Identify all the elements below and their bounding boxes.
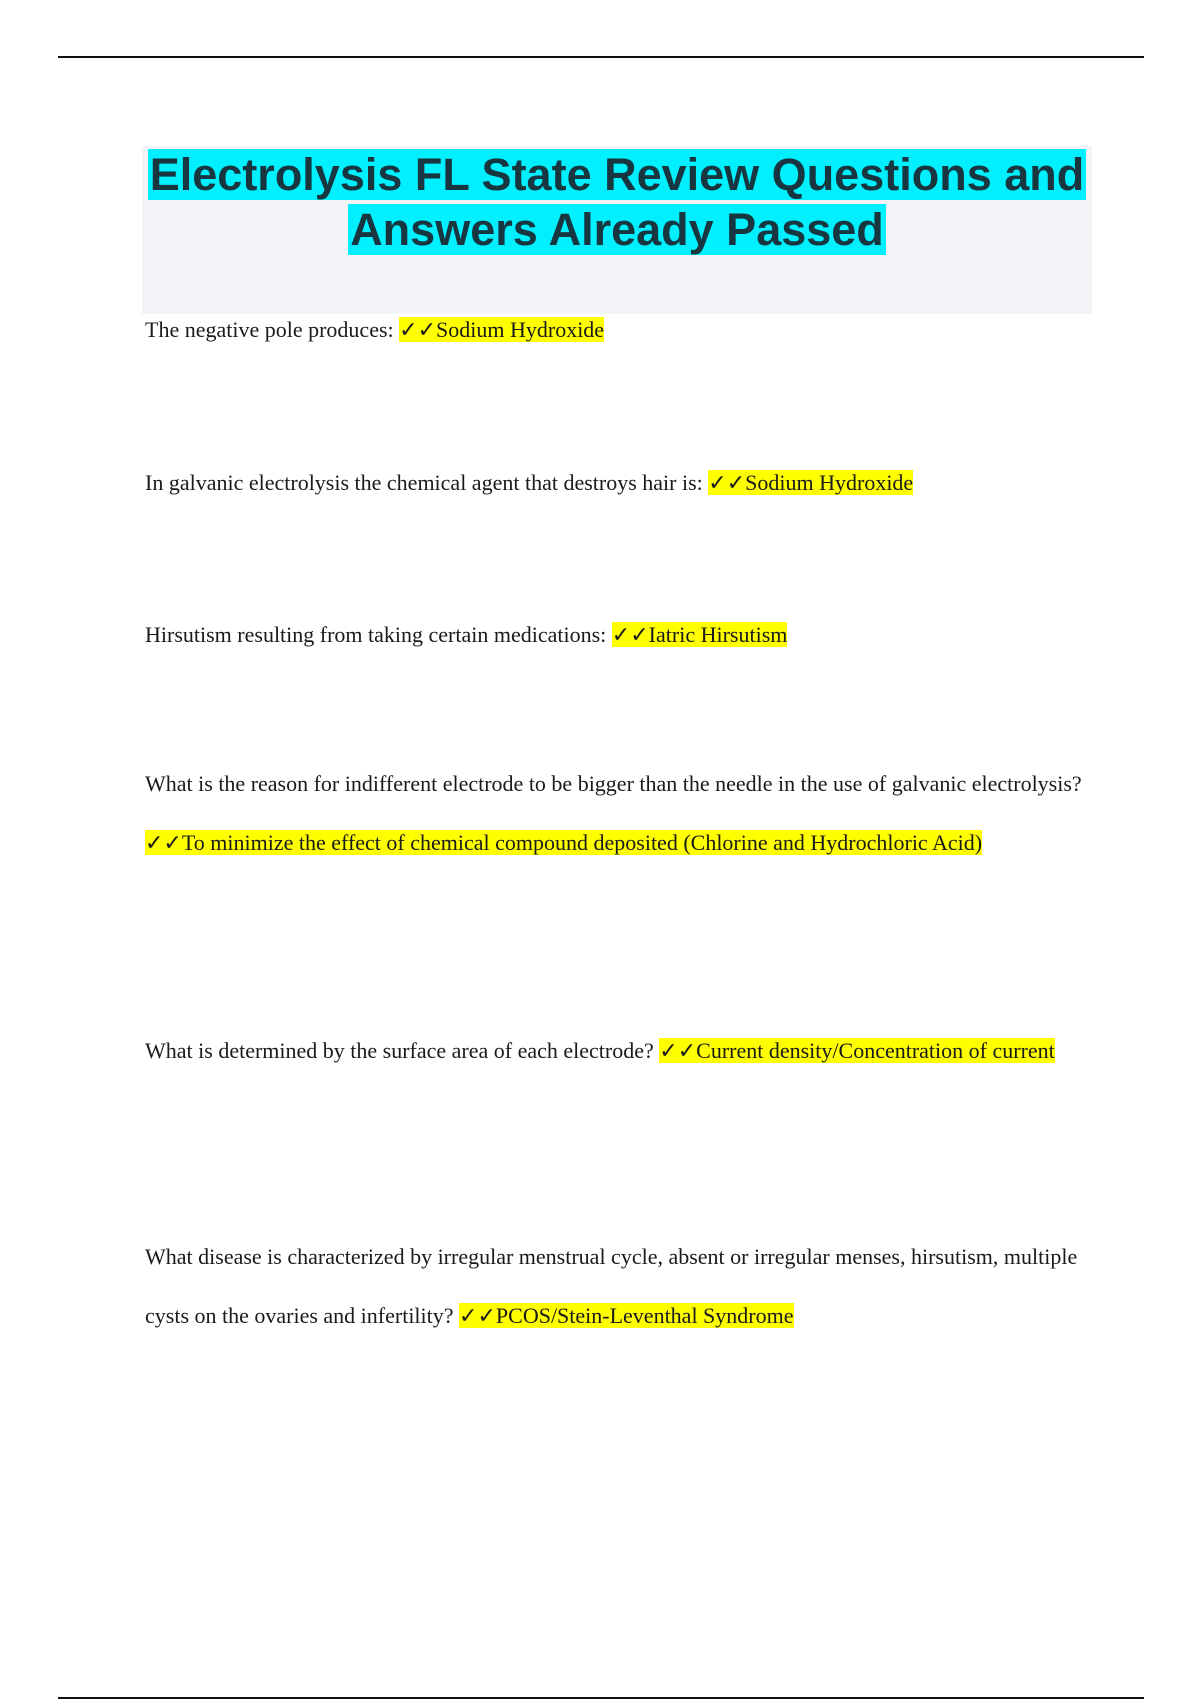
answer-text: Current density/Concentration of current bbox=[696, 1038, 1055, 1063]
answer-text: Iatric Hirsutism bbox=[648, 622, 788, 647]
question-text: In galvanic electrolysis the chemical agent that destroys hair is: bbox=[145, 470, 709, 495]
document-title bbox=[142, 147, 1092, 257]
answer-text: PCOS/Stein-Leventhal Syndrome bbox=[495, 1303, 794, 1328]
qa-item-1 bbox=[145, 300, 1095, 359]
answer-highlight bbox=[459, 1303, 793, 1328]
title-highlight: Electrolysis FL State Review Questions and Answers Already Passed bbox=[149, 149, 1085, 255]
answer-highlight bbox=[399, 317, 604, 342]
question-text: What disease is characterized by irregular menstrual cycle, absent or irregular menses, hirsutism, multiple cysts on the ovaries and infertility? bbox=[145, 1244, 1078, 1328]
qa-item-3 bbox=[145, 605, 1095, 664]
question-text: What is the reason for indifferent electrode to be bigger than the needle in the use of galvanic electrolysis? bbox=[145, 771, 1082, 796]
answer-highlight bbox=[145, 830, 982, 855]
answer-text: Sodium Hydroxide bbox=[745, 470, 914, 495]
check-mark-icon: ✓✓ bbox=[459, 1303, 496, 1328]
bottom-rule bbox=[58, 1697, 1144, 1699]
check-mark-icon: ✓✓ bbox=[708, 470, 746, 495]
question-text: The negative pole produces: bbox=[145, 317, 400, 342]
qa-item-5 bbox=[145, 1021, 1095, 1080]
check-mark-icon: ✓✓ bbox=[611, 622, 649, 647]
question-text: What is determined by the surface area of each electrode? bbox=[145, 1038, 660, 1063]
check-mark-icon: ✓✓ bbox=[145, 830, 182, 855]
qa-item-6 bbox=[145, 1227, 1095, 1345]
answer-text: Sodium Hydroxide bbox=[436, 317, 605, 342]
top-rule bbox=[58, 56, 1144, 58]
qa-item-4 bbox=[145, 754, 1095, 872]
check-mark-icon: ✓✓ bbox=[399, 317, 437, 342]
answer-text: To minimize the effect of chemical compound deposited (Chlorine and Hydrochloric Acid) bbox=[181, 830, 983, 855]
qa-item-2 bbox=[145, 453, 1095, 512]
answer-highlight bbox=[612, 622, 788, 647]
answer-highlight bbox=[659, 1038, 1055, 1063]
check-mark-icon: ✓✓ bbox=[659, 1038, 697, 1063]
question-text: Hirsutism resulting from taking certain medications: bbox=[145, 622, 612, 647]
answer-highlight bbox=[708, 470, 913, 495]
